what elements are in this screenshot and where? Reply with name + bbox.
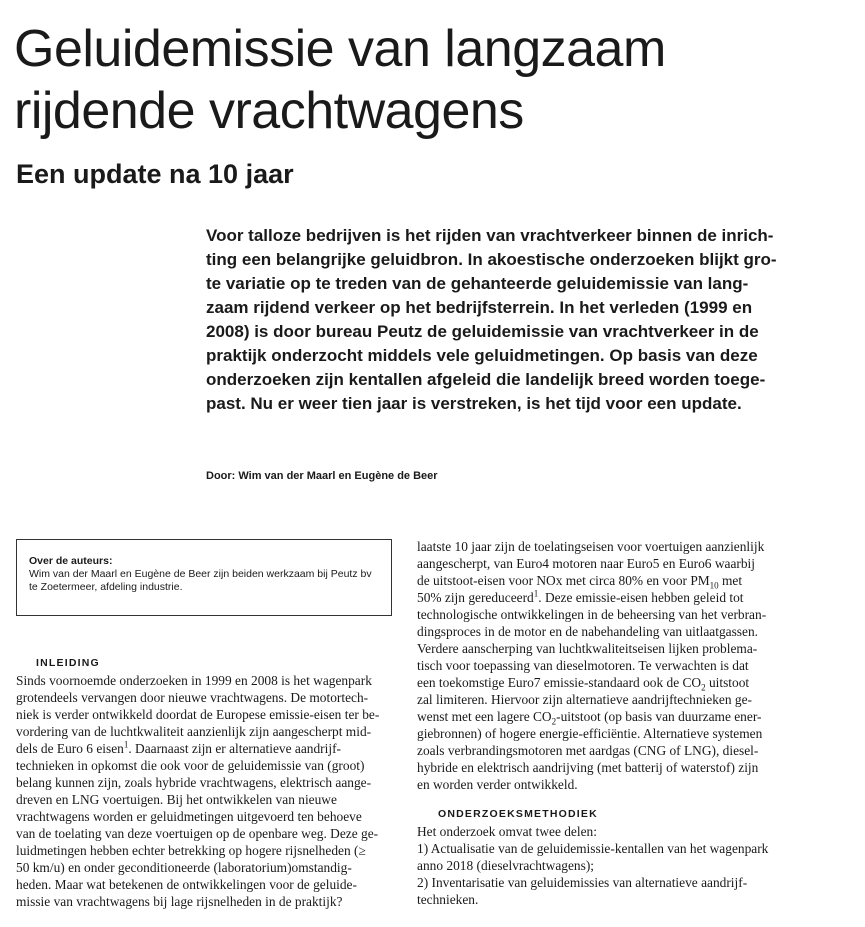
body-line: technieken. — [417, 892, 479, 907]
body-line: van de toelating van deze voertuigen op de openbare weg. Deze ge- — [16, 826, 379, 841]
title-line: rijdende vrachtwagens — [14, 82, 524, 140]
section-heading-inleiding: INLEIDING — [36, 657, 100, 669]
body-line — [417, 708, 799, 725]
section-heading-onderzoeksmethodiek: ONDERZOEKSMETHODIEK — [438, 808, 598, 820]
body-line: missie van vrachtwagens bij lage rijsnelheden in de praktijk? — [16, 894, 343, 909]
body-line: heden. Maar wat betekenen de ontwikkelingen voor de geluide- — [16, 877, 357, 892]
body-line: 2) Inventarisatie van geluidemissies van alternatieve aandrijf- — [417, 875, 748, 890]
body-line: dingsproces in de motor en de nabehandeling van uitlaatgassen. — [417, 624, 758, 639]
body-line: Verdere aanscherping van luchtkwaliteitseisen lijken problema- — [417, 641, 758, 656]
body-line: zal limiteren. Hiervoor zijn alternatieve aandrijftechnieken ge- — [417, 692, 752, 707]
body-line: 1) Actualisatie van de geluidemissie-kentallen van het wagenpark — [417, 841, 769, 856]
body-text: 50% zijn gereduceerd — [417, 590, 534, 605]
body-line: 50 km/u) en onder geconditioneerde (laboratorium)omstandig- — [16, 860, 352, 875]
body-line: giebronnen) of hogere energie-efficiëntie. Alternatieve systemen — [417, 726, 763, 741]
subscript: 10 — [709, 580, 719, 591]
body-line: grotendeels vervangen door nieuwe vrachtwagens. De motortech- — [16, 690, 369, 705]
footnote-ref: 1 — [123, 739, 129, 750]
body-text: de uitstoot-eisen voor NOx met circa 80% en voor PM — [417, 573, 710, 588]
subscript: 2 — [551, 716, 557, 727]
body-line: dreven en LNG voertuigen. Bij het ontwikkelen van nieuwe — [16, 792, 337, 807]
body-text: . Daarnaast zijn er alternatieve aandrijf- — [128, 741, 341, 756]
author-box — [16, 539, 392, 616]
lead-line: praktijk onderzocht middels vele geluidmetingen. Op basis van deze — [206, 346, 758, 365]
body-line — [16, 740, 396, 757]
method-text — [417, 823, 799, 908]
body-line — [417, 572, 799, 589]
body-text: . Deze emissie-eisen hebben geleid tot — [538, 590, 744, 605]
body-line: vrachtwagens worden er geluidmetingen uitgevoerd ten behoeve — [16, 809, 362, 824]
title-line: Geluidemissie van langzaam — [14, 20, 666, 78]
body-line: Het onderzoek omvat twee delen: — [417, 824, 597, 839]
lead-line: ting een belangrijke geluidbron. In akoestische onderzoeken blijkt gro- — [206, 250, 777, 269]
lead-line: zaam rijdend verkeer op het bedrijfsterrein. In het verleden (1999 en — [206, 298, 753, 317]
author-box-text: Wim van der Maarl en Eugène de Beer zijn beiden werkzaam bij Peutz bv te Zoetermeer, afdeling industrie. — [29, 568, 372, 593]
footnote-ref: 1 — [533, 588, 539, 599]
lead-line: 2008) is door bureau Peutz de geluidemissie van vrachtverkeer in de — [206, 322, 759, 341]
lead-line: onderzoeken zijn kentallen afgeleid die landelijk breed worden toege- — [206, 370, 766, 389]
body-line: belang kunnen zijn, zoals hybride vrachtwagens, elektrisch aange- — [16, 775, 372, 790]
body-text: uitstoot — [705, 675, 750, 690]
body-line: hybride en elektrisch aandrijving (met batterij of waterstof) zijn — [417, 760, 759, 775]
byline: Door: Wim van der Maarl en Eugène de Beer — [206, 470, 438, 482]
lead-paragraph — [206, 224, 791, 416]
body-text: een toekomstige Euro7 emissie-standaard ook de CO — [417, 675, 702, 690]
body-line: anno 2018 (dieselvrachtwagens); — [417, 858, 594, 873]
body-line: en worden verder ontwikkeld. — [417, 777, 578, 792]
body-line: vordering van de luchtkwaliteit aanzienlijk zijn aangescherpt mid- — [16, 724, 372, 739]
body-line: laatste 10 jaar zijn de toelatingseisen voor voertuigen aanzienlijk — [417, 539, 765, 554]
body-text: met — [718, 573, 743, 588]
body-line: niek is verder ontwikkeld doordat de Europese emissie-eisen ter be- — [16, 707, 380, 722]
lead-line: Voor talloze bedrijven is het rijden van vrachtverkeer binnen de inrich- — [206, 226, 774, 245]
body-line: aangescherpt, van Euro4 motoren naar Euro5 en Euro6 waarbij — [417, 556, 755, 571]
article-subtitle: Een update na 10 jaar — [16, 159, 294, 189]
author-box-heading: Over de auteurs: — [29, 555, 113, 567]
body-line: Sinds voornoemde onderzoeken in 1999 en 2008 is het wagenpark — [16, 673, 372, 688]
body-text: wenst met een lagere CO — [417, 709, 552, 724]
lead-line: te variatie op te treden van de gehanteerde geluidemissie van lang- — [206, 274, 749, 293]
body-line: luidmetingen hebben echter betrekking op hogere rijsnelheden (≥ — [16, 843, 366, 858]
body-text: -uitstoot (op basis van duurzame ener- — [556, 709, 762, 724]
lead-line: past. Nu er weer tien jaar is verstreken, is het tijd voor een update. — [206, 394, 742, 413]
body-line — [417, 589, 799, 606]
body-line: technologische ontwikkelingen in de beheersing van het verbran- — [417, 607, 767, 622]
body-text: dels de Euro 6 eisen — [16, 741, 124, 756]
article-title — [14, 18, 854, 142]
left-column — [16, 672, 396, 910]
body-line: zoals verbrandingsmotoren met aardgas (CNG of LNG), diesel- — [417, 743, 759, 758]
body-line: tisch voor toepassing van dieselmotoren. Te verwachten is dat — [417, 658, 749, 673]
subscript: 2 — [701, 682, 706, 693]
body-line: technieken in opkomst die ook voor de geluidemissie van (groot) — [16, 758, 365, 773]
body-line — [417, 674, 799, 691]
right-column — [417, 538, 799, 793]
